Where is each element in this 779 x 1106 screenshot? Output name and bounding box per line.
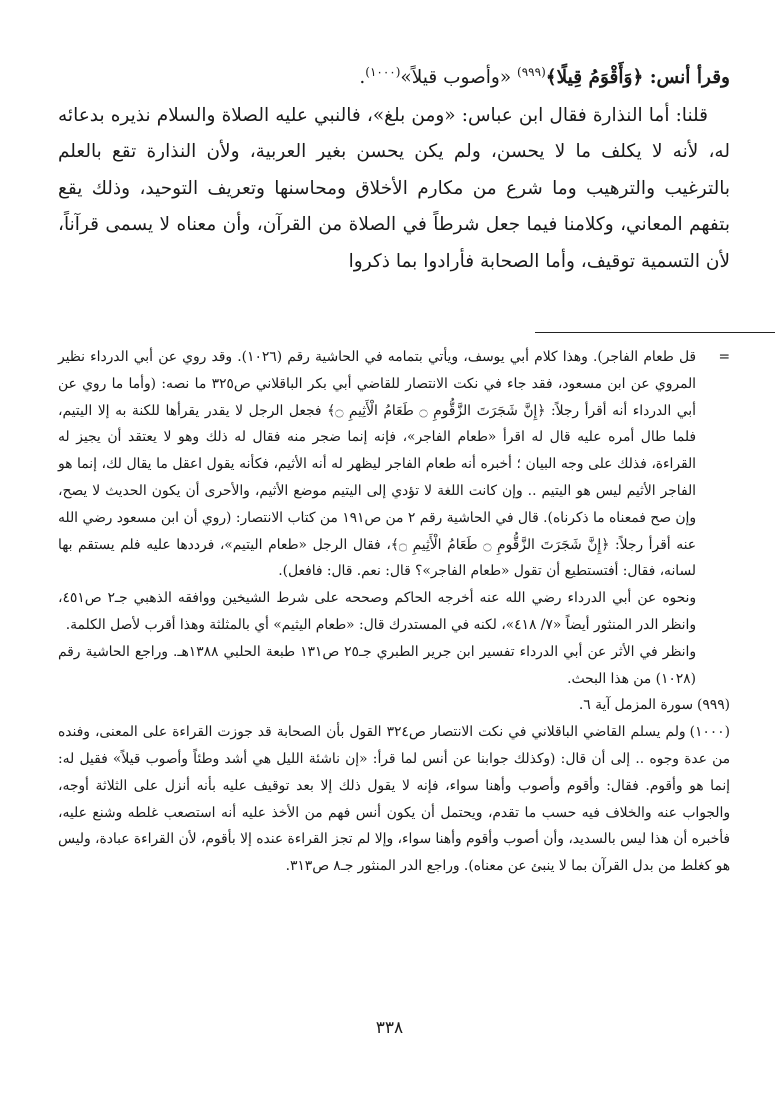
- footnote-continuation: [58, 344, 730, 585]
- footnotes: [58, 344, 730, 880]
- quran-quote: وقرأ أنس: ﴿وَأَقْوَمُ قِيلًا﴾: [545, 67, 730, 88]
- footnote-999-text: سورة المزمل آية ٦.: [578, 697, 693, 714]
- main-text: [58, 60, 730, 280]
- footnote-1000: [58, 719, 730, 880]
- footnote-separator: [535, 332, 775, 333]
- footnote-1000-text: ولم يسلم القاضي الباقلاني في نكت الانتصار ص٣٢٤ القول بأن الصحابة قد جوزت القراءة على المعنى، وفنده من عدة وجوه .. إلى أن قال: (وكذلك جوابنا عن أنس لما قرأ: «إن ناشئة الليل هي أشد وطئاً وأصوب قيلاً» فقيل له: إنما هو وأقوم. فقال: وأقوم وأصوب وأهنا سواء، فإنه لا يقول ذلك إلا بعد توقيف عليه بأنه أنزل على الثلاثة أوجه، والجواب عنه والخلاف فيه حسب ما تقدم، ويحتمل أن يكون أنس فهم من الأخذ عليه أنه استصعب غلطه وشنع عليه، فأخبره أن هذا ليس بالسديد، وأن أصوب وأقوم وأهنا سواء، وإلا لم تجز القراءة عنده إلا بأقوم، لأن القراءة عبادة، وليس هو كغلط من بدل القرآن بما لا ينبئ عن معناه). وراجع الدر المنثور جـ٨ ص٣١٣.: [58, 724, 730, 875]
- footnote-1000-number: (١٠٠٠): [689, 724, 730, 741]
- continuation-text: قل طعام الفاجر). وهذا كلام أبي يوسف، ويأتي بتمامه في الحاشية رقم (١٠٢٦). وقد روي عن أبي الدرداء نظير المروي عن ابن مسعود، فقد جاء في نكت الانتصار للقاضي أبي بكر الباقلاني ص٣٢٥ ما نصه: (وأما ما روي عن أبي الدرداء أنه أقرأ رجلاً: ﴿إِنَّ شَجَرَتَ الزَّقُّومِ ۝ طَعَامُ الْأَثِيمِ ۝﴾ فجعل الرجل لا يقدر يقرأها للكنة به إلا اليتيم، فلما طال أمره عليه قال له اقرأ «طعام الفاجر»، فإنه إنما ضجر منه فقال له ذلك وهو لا يعتقد أن يجيز له القراءة، فذلك على وجه البيان ؛ أخبره أنه طعام الفاجر ليظهر له أنه الأثيم، فكأنه يقول اعقل ما يقال لك، إنما هو الفاجر الأثيم ليس هو اليتيم .. وإن كانت اللغة لا تؤدي إلى اليتيم موضع الأثيم، والأحرى أن يكون الحديث لا يصح، وإن صح فمعناه ما ذكرناه). قال في الحاشية رقم ٢ من ص١٩١ من كتاب الانتصار: (روي أن ابن مسعود رضي الله عنه أقرأ رجلاً: ﴿إِنَّ شَجَرَتَ الزَّقُّومِ ۝ طَعَامُ الْأَثِيمِ ۝﴾، فقال الرجل «طعام اليتيم»، فرددها عليه فلم يستقم بها لسانه، فقال: أفتستطيع أن تقول «طعام الفاجر»؟ قال: نعم. قال: فافعل).: [58, 349, 697, 580]
- line-end: .: [359, 67, 366, 88]
- footnote-ref-999: (٩٩٩): [517, 64, 546, 79]
- footnote-ref-1000: (١٠٠٠): [365, 64, 401, 79]
- page-number: ٣٣٨: [375, 1018, 404, 1038]
- footnote-999: [58, 692, 730, 719]
- continuation-marker: =: [718, 349, 730, 365]
- anas-reading-line: [58, 60, 730, 97]
- qulna-paragraph: قلنا: أما النذارة فقال ابن عباس: «ومن بلغ»، فالنبي عليه الصلاة والسلام نذيره بدعائه له، لأنه لا يكلف ما لا يحسن، ولم يكن يحسن بغير العربية، ولأن النذارة تقع بالعلم بالترغيب والترهيب وما شرع من مكارم الأخلاق ومحاسنها وتعريف التوحيد، وذلك يقع بتفهم المعاني، وكلامنا فيما جعل شرطاً في الصلاة من القرآن، وأن معناه لا يسمى قرآناً، لأن التسمية توقيف، وأما الصحابة فأرادوا بما ذكروا: [58, 104, 730, 272]
- footnote-999-number: (٩٩٩): [696, 697, 730, 714]
- anas-variant-quote: «وأصوب قيلاً»: [400, 67, 518, 88]
- footnote-hakim: ونحوه عن أبي الدرداء رضي الله عنه أخرجه الحاكم وصححه على شرط الشيخين ووافقه الذهبي جـ٢ ص٤٥١، وانظر الدر المنثور أيضاً «٧/ ٤١٨»، لكنه في المستدرك قال: «طعام اليثيم» أي بالمثلثة وهذا أقرب لأصل الكلمة.: [58, 590, 696, 633]
- footnote-tabari: وانظر في الأثر عن أبي الدرداء تفسير ابن جرير الطبري جـ٢٥ ص١٣١ طبعة الحلبي ١٣٨٨هـ. وراجع الحاشية رقم (١٠٢٨) من هذا البحث.: [58, 643, 697, 687]
